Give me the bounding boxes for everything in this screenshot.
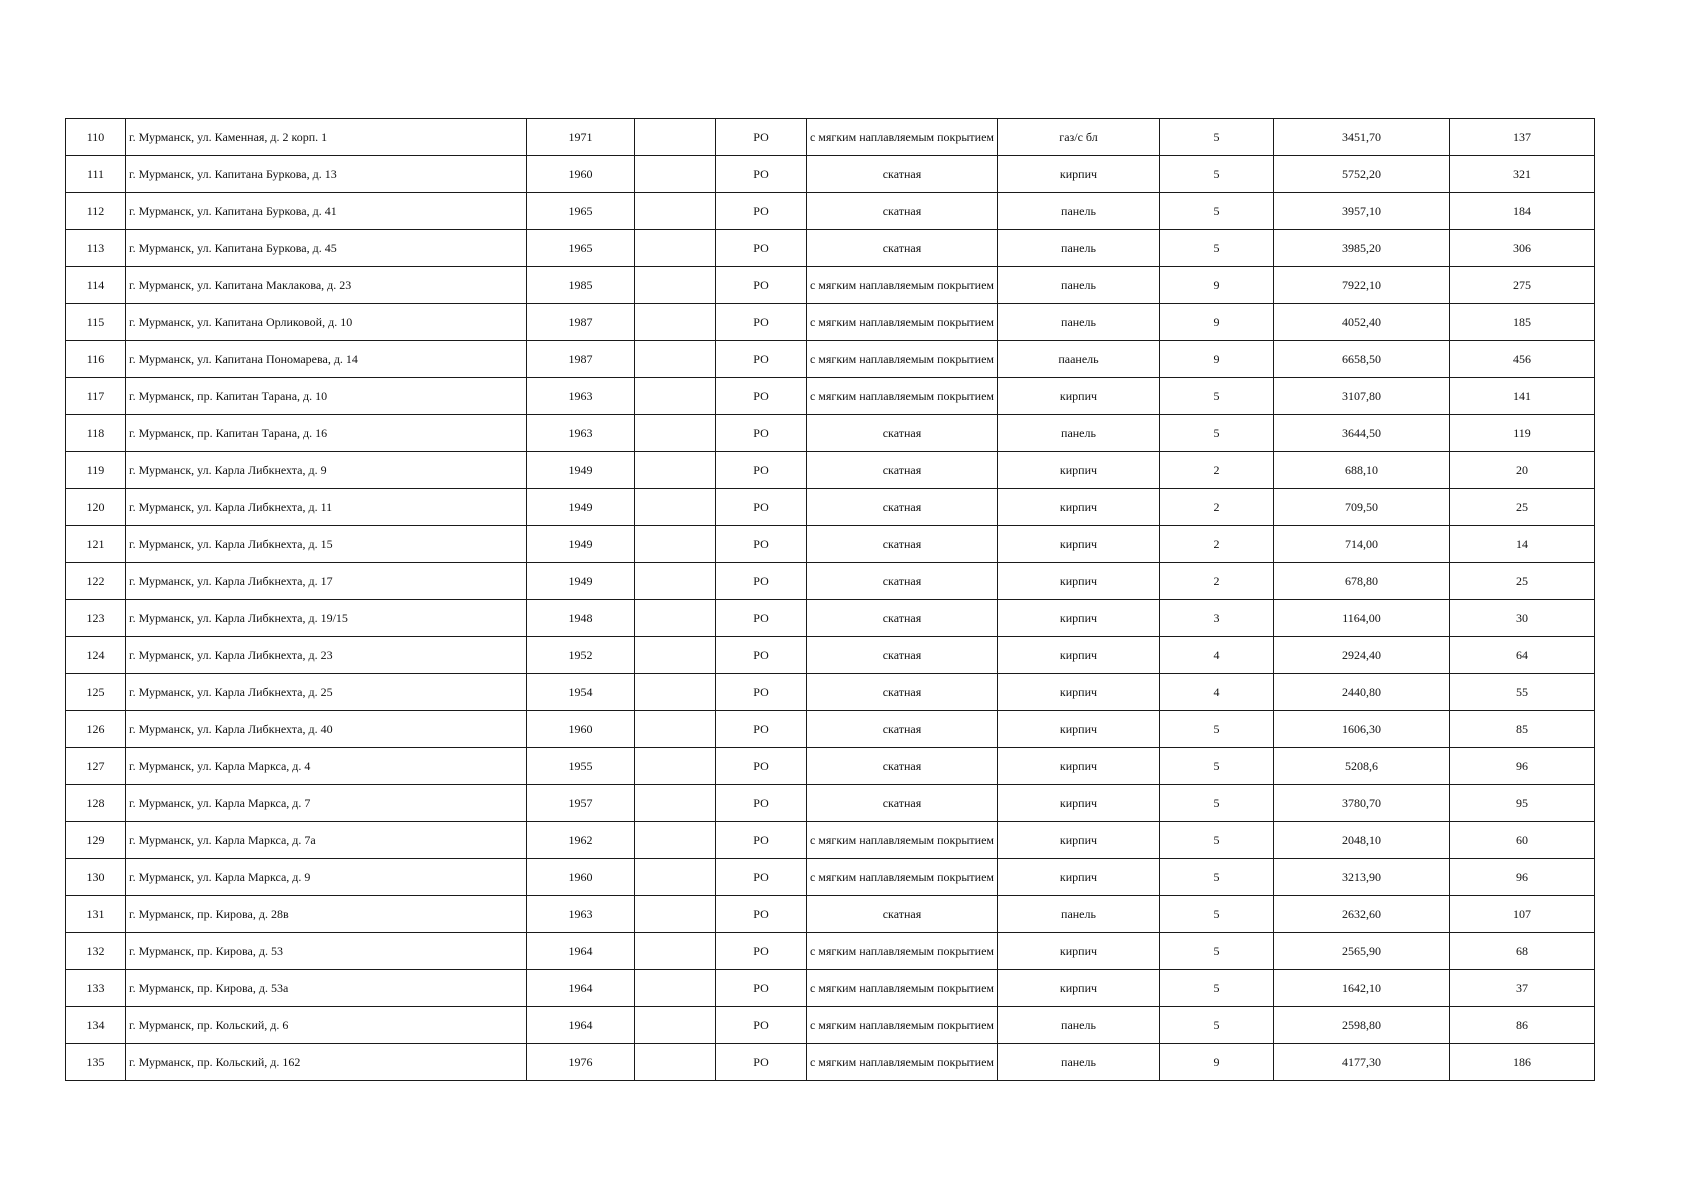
roof-type-cell: скатная: [807, 526, 998, 563]
floors-cell: 9: [1160, 1044, 1274, 1081]
table-row: [66, 1044, 1595, 1081]
address-cell: г. Мурманск, ул. Карла Маркса, д. 7а: [126, 822, 527, 859]
table-row: [66, 304, 1595, 341]
method-cell: РО: [716, 600, 807, 637]
method-cell: РО: [716, 341, 807, 378]
year-cell: 1976: [527, 1044, 635, 1081]
table-row: [66, 896, 1595, 933]
year-cell: 1948: [527, 600, 635, 637]
roof-type-cell: скатная: [807, 674, 998, 711]
table-row: [66, 822, 1595, 859]
method-cell: РО: [716, 119, 807, 156]
year-cell: 1949: [527, 452, 635, 489]
roof-type-cell: скатная: [807, 489, 998, 526]
address-cell: г. Мурманск, ул. Карла Либкнехта, д. 17: [126, 563, 527, 600]
roof-type-cell: с мягким наплавляемым покрытием: [807, 822, 998, 859]
row-number-cell: 122: [66, 563, 126, 600]
table-row: [66, 341, 1595, 378]
method-cell: РО: [716, 859, 807, 896]
empty-cell: [635, 526, 716, 563]
area-cell: 5752,20: [1274, 156, 1450, 193]
roof-type-cell: скатная: [807, 452, 998, 489]
residents-cell: 186: [1450, 1044, 1595, 1081]
address-cell: г. Мурманск, ул. Капитана Буркова, д. 41: [126, 193, 527, 230]
year-cell: 1964: [527, 1007, 635, 1044]
row-number-cell: 134: [66, 1007, 126, 1044]
row-number-cell: 124: [66, 637, 126, 674]
empty-cell: [635, 378, 716, 415]
wall-material-cell: кирпич: [998, 785, 1160, 822]
roof-type-cell: скатная: [807, 193, 998, 230]
empty-cell: [635, 230, 716, 267]
address-cell: г. Мурманск, пр. Кирова, д. 28в: [126, 896, 527, 933]
row-number-cell: 125: [66, 674, 126, 711]
floors-cell: 5: [1160, 896, 1274, 933]
floors-cell: 5: [1160, 933, 1274, 970]
floors-cell: 2: [1160, 452, 1274, 489]
wall-material-cell: панель: [998, 267, 1160, 304]
wall-material-cell: кирпич: [998, 933, 1160, 970]
year-cell: 1965: [527, 193, 635, 230]
roof-type-cell: скатная: [807, 637, 998, 674]
floors-cell: 5: [1160, 119, 1274, 156]
method-cell: РО: [716, 896, 807, 933]
area-cell: 2924,40: [1274, 637, 1450, 674]
residents-cell: 20: [1450, 452, 1595, 489]
table-row: [66, 193, 1595, 230]
address-cell: г. Мурманск, ул. Карла Либкнехта, д. 25: [126, 674, 527, 711]
row-number-cell: 111: [66, 156, 126, 193]
area-cell: 5208,6: [1274, 748, 1450, 785]
area-cell: 3957,10: [1274, 193, 1450, 230]
residents-cell: 456: [1450, 341, 1595, 378]
table-row: [66, 415, 1595, 452]
residents-cell: 137: [1450, 119, 1595, 156]
wall-material-cell: панель: [998, 415, 1160, 452]
table-row: [66, 711, 1595, 748]
empty-cell: [635, 119, 716, 156]
area-cell: 714,00: [1274, 526, 1450, 563]
row-number-cell: 128: [66, 785, 126, 822]
wall-material-cell: паанель: [998, 341, 1160, 378]
empty-cell: [635, 970, 716, 1007]
area-cell: 4052,40: [1274, 304, 1450, 341]
roof-type-cell: скатная: [807, 711, 998, 748]
roof-type-cell: с мягким наплавляемым покрытием: [807, 341, 998, 378]
table-row: [66, 859, 1595, 896]
wall-material-cell: кирпич: [998, 156, 1160, 193]
roof-type-cell: с мягким наплавляемым покрытием: [807, 1044, 998, 1081]
roof-type-cell: с мягким наплавляемым покрытием: [807, 933, 998, 970]
area-cell: 709,50: [1274, 489, 1450, 526]
residents-cell: 95: [1450, 785, 1595, 822]
empty-cell: [635, 267, 716, 304]
area-cell: 2048,10: [1274, 822, 1450, 859]
roof-type-cell: скатная: [807, 748, 998, 785]
roof-type-cell: скатная: [807, 156, 998, 193]
table-row: [66, 489, 1595, 526]
method-cell: РО: [716, 489, 807, 526]
roof-type-cell: с мягким наплавляемым покрытием: [807, 1007, 998, 1044]
roof-type-cell: с мягким наплавляемым покрытием: [807, 119, 998, 156]
method-cell: РО: [716, 970, 807, 1007]
table-body: [66, 119, 1595, 1081]
floors-cell: 5: [1160, 415, 1274, 452]
address-cell: г. Мурманск, пр. Капитан Тарана, д. 16: [126, 415, 527, 452]
area-cell: 1164,00: [1274, 600, 1450, 637]
row-number-cell: 132: [66, 933, 126, 970]
address-cell: г. Мурманск, ул. Карла Маркса, д. 9: [126, 859, 527, 896]
wall-material-cell: кирпич: [998, 637, 1160, 674]
housing-table: [65, 118, 1595, 1081]
empty-cell: [635, 600, 716, 637]
method-cell: РО: [716, 230, 807, 267]
empty-cell: [635, 1007, 716, 1044]
address-cell: г. Мурманск, пр. Кольский, д. 6: [126, 1007, 527, 1044]
floors-cell: 5: [1160, 378, 1274, 415]
floors-cell: 2: [1160, 489, 1274, 526]
area-cell: 2565,90: [1274, 933, 1450, 970]
area-cell: 4177,30: [1274, 1044, 1450, 1081]
wall-material-cell: кирпич: [998, 452, 1160, 489]
floors-cell: 5: [1160, 193, 1274, 230]
area-cell: 1606,30: [1274, 711, 1450, 748]
residents-cell: 306: [1450, 230, 1595, 267]
year-cell: 1949: [527, 526, 635, 563]
residents-cell: 30: [1450, 600, 1595, 637]
method-cell: РО: [716, 1007, 807, 1044]
wall-material-cell: кирпич: [998, 526, 1160, 563]
area-cell: 3780,70: [1274, 785, 1450, 822]
wall-material-cell: кирпич: [998, 489, 1160, 526]
row-number-cell: 135: [66, 1044, 126, 1081]
roof-type-cell: с мягким наплавляемым покрытием: [807, 859, 998, 896]
roof-type-cell: скатная: [807, 896, 998, 933]
floors-cell: 5: [1160, 859, 1274, 896]
wall-material-cell: кирпич: [998, 859, 1160, 896]
wall-material-cell: кирпич: [998, 600, 1160, 637]
area-cell: 3451,70: [1274, 119, 1450, 156]
residents-cell: 96: [1450, 748, 1595, 785]
empty-cell: [635, 822, 716, 859]
wall-material-cell: кирпич: [998, 674, 1160, 711]
address-cell: г. Мурманск, ул. Карла Либкнехта, д. 23: [126, 637, 527, 674]
row-number-cell: 127: [66, 748, 126, 785]
address-cell: г. Мурманск, ул. Карла Либкнехта, д. 15: [126, 526, 527, 563]
method-cell: РО: [716, 452, 807, 489]
year-cell: 1963: [527, 896, 635, 933]
wall-material-cell: кирпич: [998, 822, 1160, 859]
wall-material-cell: панель: [998, 230, 1160, 267]
row-number-cell: 113: [66, 230, 126, 267]
address-cell: г. Мурманск, пр. Капитан Тарана, д. 10: [126, 378, 527, 415]
address-cell: г. Мурманск, ул. Каменная, д. 2 корп. 1: [126, 119, 527, 156]
floors-cell: 5: [1160, 711, 1274, 748]
empty-cell: [635, 193, 716, 230]
residents-cell: 25: [1450, 489, 1595, 526]
residents-cell: 14: [1450, 526, 1595, 563]
year-cell: 1987: [527, 341, 635, 378]
floors-cell: 4: [1160, 674, 1274, 711]
area-cell: 678,80: [1274, 563, 1450, 600]
method-cell: РО: [716, 415, 807, 452]
address-cell: г. Мурманск, ул. Капитана Буркова, д. 45: [126, 230, 527, 267]
residents-cell: 184: [1450, 193, 1595, 230]
roof-type-cell: скатная: [807, 600, 998, 637]
year-cell: 1964: [527, 970, 635, 1007]
year-cell: 1955: [527, 748, 635, 785]
address-cell: г. Мурманск, ул. Капитана Орликовой, д. 10: [126, 304, 527, 341]
address-cell: г. Мурманск, пр. Кирова, д. 53: [126, 933, 527, 970]
table-row: [66, 970, 1595, 1007]
method-cell: РО: [716, 785, 807, 822]
roof-type-cell: с мягким наплавляемым покрытием: [807, 304, 998, 341]
method-cell: РО: [716, 378, 807, 415]
method-cell: РО: [716, 674, 807, 711]
empty-cell: [635, 896, 716, 933]
year-cell: 1952: [527, 637, 635, 674]
year-cell: 1963: [527, 415, 635, 452]
area-cell: 3644,50: [1274, 415, 1450, 452]
roof-type-cell: с мягким наплавляемым покрытием: [807, 970, 998, 1007]
empty-cell: [635, 674, 716, 711]
table-row: [66, 674, 1595, 711]
floors-cell: 9: [1160, 304, 1274, 341]
residents-cell: 85: [1450, 711, 1595, 748]
floors-cell: 9: [1160, 341, 1274, 378]
area-cell: 7922,10: [1274, 267, 1450, 304]
empty-cell: [635, 637, 716, 674]
row-number-cell: 131: [66, 896, 126, 933]
row-number-cell: 123: [66, 600, 126, 637]
address-cell: г. Мурманск, ул. Капитана Пономарева, д. 14: [126, 341, 527, 378]
year-cell: 1949: [527, 489, 635, 526]
wall-material-cell: панель: [998, 304, 1160, 341]
table-row: [66, 119, 1595, 156]
row-number-cell: 110: [66, 119, 126, 156]
empty-cell: [635, 156, 716, 193]
row-number-cell: 133: [66, 970, 126, 1007]
residents-cell: 96: [1450, 859, 1595, 896]
area-cell: 2440,80: [1274, 674, 1450, 711]
wall-material-cell: кирпич: [998, 711, 1160, 748]
table-row: [66, 378, 1595, 415]
wall-material-cell: кирпич: [998, 970, 1160, 1007]
year-cell: 1965: [527, 230, 635, 267]
method-cell: РО: [716, 193, 807, 230]
area-cell: 6658,50: [1274, 341, 1450, 378]
year-cell: 1962: [527, 822, 635, 859]
residents-cell: 86: [1450, 1007, 1595, 1044]
wall-material-cell: панель: [998, 1044, 1160, 1081]
floors-cell: 5: [1160, 1007, 1274, 1044]
roof-type-cell: скатная: [807, 785, 998, 822]
area-cell: 2632,60: [1274, 896, 1450, 933]
document-page: [65, 118, 1594, 1081]
empty-cell: [635, 563, 716, 600]
area-cell: 1642,10: [1274, 970, 1450, 1007]
roof-type-cell: скатная: [807, 415, 998, 452]
row-number-cell: 130: [66, 859, 126, 896]
year-cell: 1957: [527, 785, 635, 822]
address-cell: г. Мурманск, ул. Карла Либкнехта, д. 40: [126, 711, 527, 748]
year-cell: 1964: [527, 933, 635, 970]
method-cell: РО: [716, 304, 807, 341]
method-cell: РО: [716, 822, 807, 859]
row-number-cell: 117: [66, 378, 126, 415]
address-cell: г. Мурманск, ул. Капитана Буркова, д. 13: [126, 156, 527, 193]
area-cell: 3213,90: [1274, 859, 1450, 896]
table-row: [66, 1007, 1595, 1044]
address-cell: г. Мурманск, ул. Карла Маркса, д. 7: [126, 785, 527, 822]
empty-cell: [635, 452, 716, 489]
residents-cell: 55: [1450, 674, 1595, 711]
table-row: [66, 785, 1595, 822]
roof-type-cell: скатная: [807, 563, 998, 600]
row-number-cell: 126: [66, 711, 126, 748]
empty-cell: [635, 1044, 716, 1081]
wall-material-cell: панель: [998, 193, 1160, 230]
table-row: [66, 526, 1595, 563]
residents-cell: 107: [1450, 896, 1595, 933]
row-number-cell: 118: [66, 415, 126, 452]
residents-cell: 25: [1450, 563, 1595, 600]
year-cell: 1960: [527, 156, 635, 193]
method-cell: РО: [716, 526, 807, 563]
address-cell: г. Мурманск, ул. Карла Либкнехта, д. 11: [126, 489, 527, 526]
year-cell: 1954: [527, 674, 635, 711]
empty-cell: [635, 859, 716, 896]
year-cell: 1987: [527, 304, 635, 341]
roof-type-cell: с мягким наплавляемым покрытием: [807, 267, 998, 304]
method-cell: РО: [716, 711, 807, 748]
floors-cell: 5: [1160, 748, 1274, 785]
wall-material-cell: кирпич: [998, 563, 1160, 600]
table-row: [66, 452, 1595, 489]
row-number-cell: 114: [66, 267, 126, 304]
method-cell: РО: [716, 933, 807, 970]
row-number-cell: 116: [66, 341, 126, 378]
address-cell: г. Мурманск, пр. Кирова, д. 53а: [126, 970, 527, 1007]
wall-material-cell: панель: [998, 896, 1160, 933]
wall-material-cell: газ/с бл: [998, 119, 1160, 156]
row-number-cell: 121: [66, 526, 126, 563]
roof-type-cell: с мягким наплавляемым покрытием: [807, 378, 998, 415]
floors-cell: 4: [1160, 637, 1274, 674]
year-cell: 1971: [527, 119, 635, 156]
residents-cell: 275: [1450, 267, 1595, 304]
floors-cell: 5: [1160, 970, 1274, 1007]
table-row: [66, 600, 1595, 637]
residents-cell: 60: [1450, 822, 1595, 859]
area-cell: 3107,80: [1274, 378, 1450, 415]
method-cell: РО: [716, 156, 807, 193]
empty-cell: [635, 341, 716, 378]
address-cell: г. Мурманск, ул. Карла Либкнехта, д. 19/15: [126, 600, 527, 637]
table-row: [66, 563, 1595, 600]
table-row: [66, 230, 1595, 267]
floors-cell: 9: [1160, 267, 1274, 304]
floors-cell: 2: [1160, 526, 1274, 563]
row-number-cell: 129: [66, 822, 126, 859]
floors-cell: 5: [1160, 230, 1274, 267]
row-number-cell: 120: [66, 489, 126, 526]
residents-cell: 37: [1450, 970, 1595, 1007]
table-row: [66, 748, 1595, 785]
empty-cell: [635, 304, 716, 341]
residents-cell: 119: [1450, 415, 1595, 452]
empty-cell: [635, 785, 716, 822]
year-cell: 1949: [527, 563, 635, 600]
empty-cell: [635, 711, 716, 748]
residents-cell: 141: [1450, 378, 1595, 415]
residents-cell: 64: [1450, 637, 1595, 674]
wall-material-cell: панель: [998, 1007, 1160, 1044]
address-cell: г. Мурманск, пр. Кольский, д. 162: [126, 1044, 527, 1081]
row-number-cell: 112: [66, 193, 126, 230]
year-cell: 1960: [527, 859, 635, 896]
method-cell: РО: [716, 637, 807, 674]
method-cell: РО: [716, 1044, 807, 1081]
empty-cell: [635, 748, 716, 785]
residents-cell: 185: [1450, 304, 1595, 341]
method-cell: РО: [716, 563, 807, 600]
address-cell: г. Мурманск, ул. Карла Маркса, д. 4: [126, 748, 527, 785]
table-row: [66, 933, 1595, 970]
year-cell: 1985: [527, 267, 635, 304]
table-row: [66, 267, 1595, 304]
empty-cell: [635, 933, 716, 970]
method-cell: РО: [716, 748, 807, 785]
wall-material-cell: кирпич: [998, 748, 1160, 785]
floors-cell: 5: [1160, 822, 1274, 859]
year-cell: 1963: [527, 378, 635, 415]
method-cell: РО: [716, 267, 807, 304]
area-cell: 688,10: [1274, 452, 1450, 489]
area-cell: 3985,20: [1274, 230, 1450, 267]
floors-cell: 5: [1160, 785, 1274, 822]
row-number-cell: 119: [66, 452, 126, 489]
area-cell: 2598,80: [1274, 1007, 1450, 1044]
address-cell: г. Мурманск, ул. Карла Либкнехта, д. 9: [126, 452, 527, 489]
year-cell: 1960: [527, 711, 635, 748]
residents-cell: 68: [1450, 933, 1595, 970]
row-number-cell: 115: [66, 304, 126, 341]
empty-cell: [635, 415, 716, 452]
address-cell: г. Мурманск, ул. Капитана Маклакова, д. 23: [126, 267, 527, 304]
floors-cell: 5: [1160, 156, 1274, 193]
floors-cell: 3: [1160, 600, 1274, 637]
table-row: [66, 156, 1595, 193]
table-row: [66, 637, 1595, 674]
roof-type-cell: скатная: [807, 230, 998, 267]
empty-cell: [635, 489, 716, 526]
wall-material-cell: кирпич: [998, 378, 1160, 415]
floors-cell: 2: [1160, 563, 1274, 600]
residents-cell: 321: [1450, 156, 1595, 193]
